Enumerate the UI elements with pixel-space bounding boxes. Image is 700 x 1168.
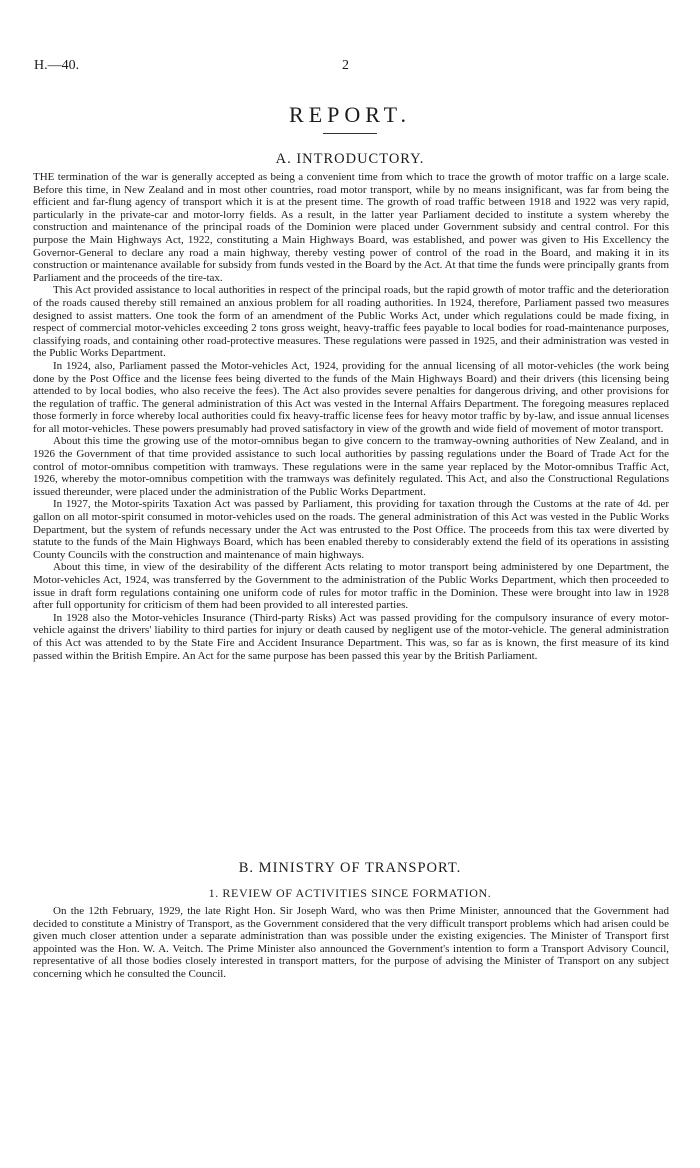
paragraph: About this time, in view of the desirability of the different Acts relating to motor transport being administered by one Department, the Motor-vehicles Act, 1924, was transferred by the Government to the administration of the Public Works Department, which then proceeded to issue in draft form regulations containing one uniform code of rules for motor traffic in the Dominion. These were brought into law in 1928 after full opportunity for criticism of them had been provided to all interested parties. <box>33 561 669 612</box>
paragraph: In 1924, also, Parliament passed the Motor-vehicles Act, 1924, providing for the annual licensing of all motor-vehicles (the work being done by the Post Office and the license fees being diverted to the funds of the Main Highways Board) and their drivers (this licensing being attended to by local bodies, who also receive the fees). The Act also provides severe penalties for dangerous driving, and other provisions for the regulation of traffic. The general administration of this Act was vested in the Internal Affairs Department. The foregoing measures replaced those formerly in force whereby local authorities could fix heavy-traffic license fees for heavy motor traffic by by-law, and issue annual licenses for all motor-vehicles. These powers presumably had proved satisfactory in view of the growth and wide field of movement of motor transport. <box>33 359 669 435</box>
title-divider <box>323 133 377 134</box>
page-number: 2 <box>342 58 349 73</box>
paragraph: THE termination of the war is generally accepted as being a convenient time from which to trace the growth of motor traffic on a large scale. Before this time, in New Zealand and in most other countries, road motor transport, while by no means insignificant, was far from being the efficient and far-flung agency of transport which it is at the present time. The growth of road traffic between 1918 and 1922 was very rapid, particularly in the private-car and motor-lorry fields. As a result, in the latter year Parliament decided to institute a system whereby the construction and maintenance of the principal roads of the Dominion were placed under Government subsidy and central control. For this purpose the Main Highways Act, 1922, constituting a Main Highways Board, was established, and power was given to His Excellency the Governor-General to declare any road a main highway, thereby vesting power of control of the road in the Board, and making it in its construction or maintenance available for subsidy from funds vested in the Board by the Act. At that time the funds were principally grants from Parliament and the proceeds of the tire-tax. <box>33 171 669 284</box>
section-b-body <box>33 905 669 981</box>
paragraph: This Act provided assistance to local authorities in respect of the principal roads, but the rapid growth of motor traffic and the deterioration of the roads caused thereby still remained an anxious problem for all roading authorities. In 1924, therefore, Parliament passed two measures designed to assist matters. One took the form of an amendment of the Public Works Act, under which regulations could be made fixing, in respect of commercial motor-vehicles exceeding 2 tons gross weight, heavy-traffic fees payable to local bodies for road-maintenance purposes, classifying roads, and containing other road-protective measures. These regulations were passed in 1925, and their administration was vested in the Public Works Department. <box>33 284 669 360</box>
page-header <box>34 58 666 78</box>
report-title: REPORT. <box>289 102 411 127</box>
section-a-heading: A. INTRODUCTORY. <box>275 151 425 167</box>
document-reference: H.—40. <box>34 58 80 73</box>
paragraph: In 1927, the Motor-spirits Taxation Act was passed by Parliament, this providing for taxation through the Customs at the rate of 4d. per gallon on all motor-spirit consumed in motor-vehicles used on the roads. The general administration of this Act was vested in the Public Works Department, but the system of refunds necessary under the Act was entrusted to the Post Office. The proceeds from this tax were diverted by statute to the funds of the Main Highways Board, which has been enabled thereby to considerably extend the field of its operations in assisting County Councils with the construction and maintenance of main highways. <box>33 498 669 561</box>
section-b-heading: B. MINISTRY OF TRANSPORT. <box>238 860 462 876</box>
paragraph: About this time the growing use of the motor-omnibus began to give concern to the tramway-owning authorities of New Zealand, and in 1926 the Government of that time provided assistance to such local authorities by passing regulations under the Board of Trade Act for the control of motor-omnibus competition with tramways. These regulations were in the same year replaced by the Motor-omnibus Traffic Act, 1926, whereby the motor-omnibus competition with the tramways was definitely regulated. This Act, and also the Constructional Regulations issued thereunder, were placed under the administration of the Public Works Department. <box>33 435 669 498</box>
section-a-body <box>33 171 669 662</box>
paragraph: In 1928 also the Motor-vehicles Insurance (Third-party Risks) Act was passed providing for the compulsory insurance of every motor-vehicle against the drivers' liability to third parties for injury or death caused by negligent use of the motor-vehicle. The general administration of this Act was attended to by the State Fire and Accident Insurance Department. This was, so far as is known, the first measure of its kind passed within the British Empire. An Act for the same purpose has been passed this year by the British Parliament. <box>33 611 669 662</box>
section-b-subheading: 1. REVIEW OF ACTIVITIES SINCE FORMATION. <box>208 886 492 900</box>
paragraph: On the 12th February, 1929, the late Right Hon. Sir Joseph Ward, who was then Prime Minister, announced that the Government had decided to constitute a Ministry of Transport, as the Government considered that the very difficult transport problems which had arisen could be given much closer attention under a separate administration than was possible under the existing exigencies. The Minister of Transport first appointed was the Hon. W. A. Veitch. The Prime Minister also announced the Government's intention to form a Transport Advisory Council, representative of all those bodies closely interested in transport matters, for the purpose of advising the Minister of Transport on any subject concerning which he consulted the Council. <box>33 905 669 980</box>
